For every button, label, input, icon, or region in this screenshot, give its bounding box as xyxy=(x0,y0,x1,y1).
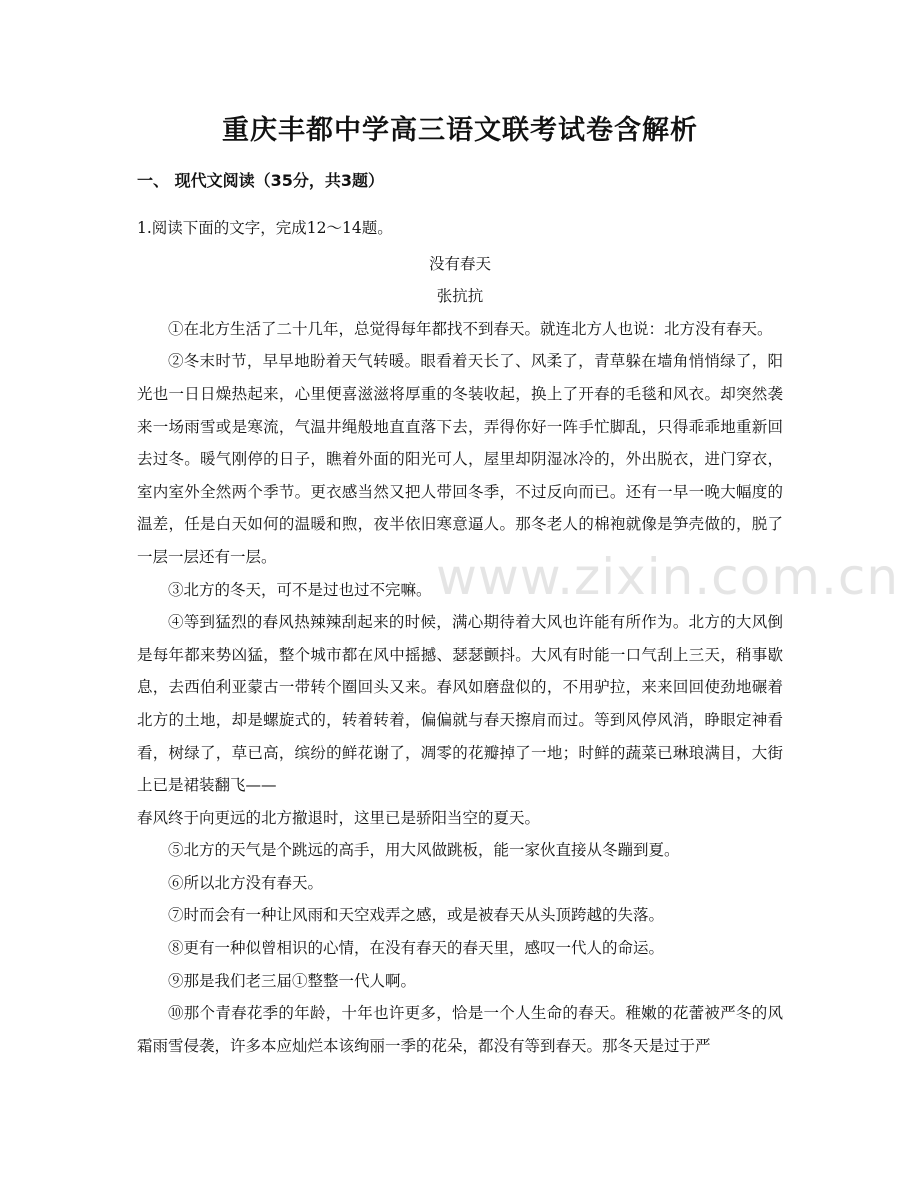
article-title: 没有春天 xyxy=(428,254,491,273)
reading-passage xyxy=(137,212,783,1062)
paragraph-8: ⑧更有一种似曾相识的心情，在没有春天的春天里，感叹一代人的命运。 xyxy=(168,939,665,958)
paragraph-2: ②冬末时节，早早地盼着天气转暖。眼看着天长了、风柔了，青草躲在墙角悄悄绿了，阳光也一日日燥热起来，心里便喜滋滋将厚重的冬装收起，换上了开春的毛毯和风衣。却突然袭来一场雨雪或是寒流，气温井绳般地直直落下去，弄得你好一阵手忙脚乱，只得乖乖地重新回去过冬。暖气刚停的日子，瞧着外面的阳光可人，屋里却阴湿冰冷的，外出脱衣，进门穿衣，室内室外全然两个季节。更衣感当然又把人带回冬季，不过反向而已。还有一早一晚大幅度的温差，任是白天如何的温暖和煦，夜半依旧寒意逼人。那冬老人的棉袍就像是笋壳做的，脱了一层一层还有一层。 xyxy=(137,352,783,566)
paragraph-7: ⑦时而会有一种让风雨和天空戏弄之感，或是被春天从头顶跨越的失落。 xyxy=(168,906,665,925)
paragraph-6: ⑥所以北方没有春天。 xyxy=(168,873,324,892)
paragraph-10: ⑩那个青春花季的年龄，十年也许更多，恰是一个人生命的春天。稚嫩的花蕾被严冬的风霜雨雪侵袭，许多本应灿烂本该绚丽一季的花朵，都没有等到春天。那冬天是过于严 xyxy=(137,1004,783,1055)
watermark: www.zixin.com.cn xyxy=(436,548,900,606)
document-title: 重庆丰都中学高三语文联考试卷含解析 xyxy=(222,115,698,146)
section-heading: 一、 现代文阅读（35分，共3题） xyxy=(137,171,384,190)
paragraph-9: ⑨那是我们老三届①整整一代人啊。 xyxy=(168,971,417,990)
question-prompt: 1.阅读下面的文字，完成12～14题。 xyxy=(137,219,393,237)
paragraph-4-continuation: 春风终于向更远的北方撤退时，这里已是骄阳当空的夏天。 xyxy=(137,808,541,827)
paragraph-1: ①在北方生活了二十几年，总觉得每年都找不到春天。就连北方人也说：北方没有春天。 xyxy=(168,319,773,338)
paragraph-3: ③北方的冬天，可不是过也过不完嘛。 xyxy=(168,580,432,599)
article-author: 张抗抗 xyxy=(436,287,484,306)
paragraph-5: ⑤北方的天气是个跳远的高手，用大风做跳板，能一家伙直接从冬蹦到夏。 xyxy=(168,841,680,860)
paragraph-4: ④等到猛烈的春风热辣辣刮起来的时候，满心期待着大风也许能有所作为。北方的大风倒是每年都来势凶猛，整个城市都在风中摇撼、瑟瑟颤抖。大风有时能一口气刮上三天，稍事歇息，去西伯利亚蒙古一带转个圈回头又来。春风如磨盘似的，不用驴拉，来来回回使劲地碾着北方的土地，却是螺旋式的，转着转着，偏偏就与春天擦肩而过。等到风停风消，睁眼定神看看，树绿了，草已高，缤纷的鲜花谢了，凋零的花瓣掉了一地；时鲜的蔬菜已琳琅满目，大街上已是裙装翻飞—— xyxy=(137,613,783,795)
